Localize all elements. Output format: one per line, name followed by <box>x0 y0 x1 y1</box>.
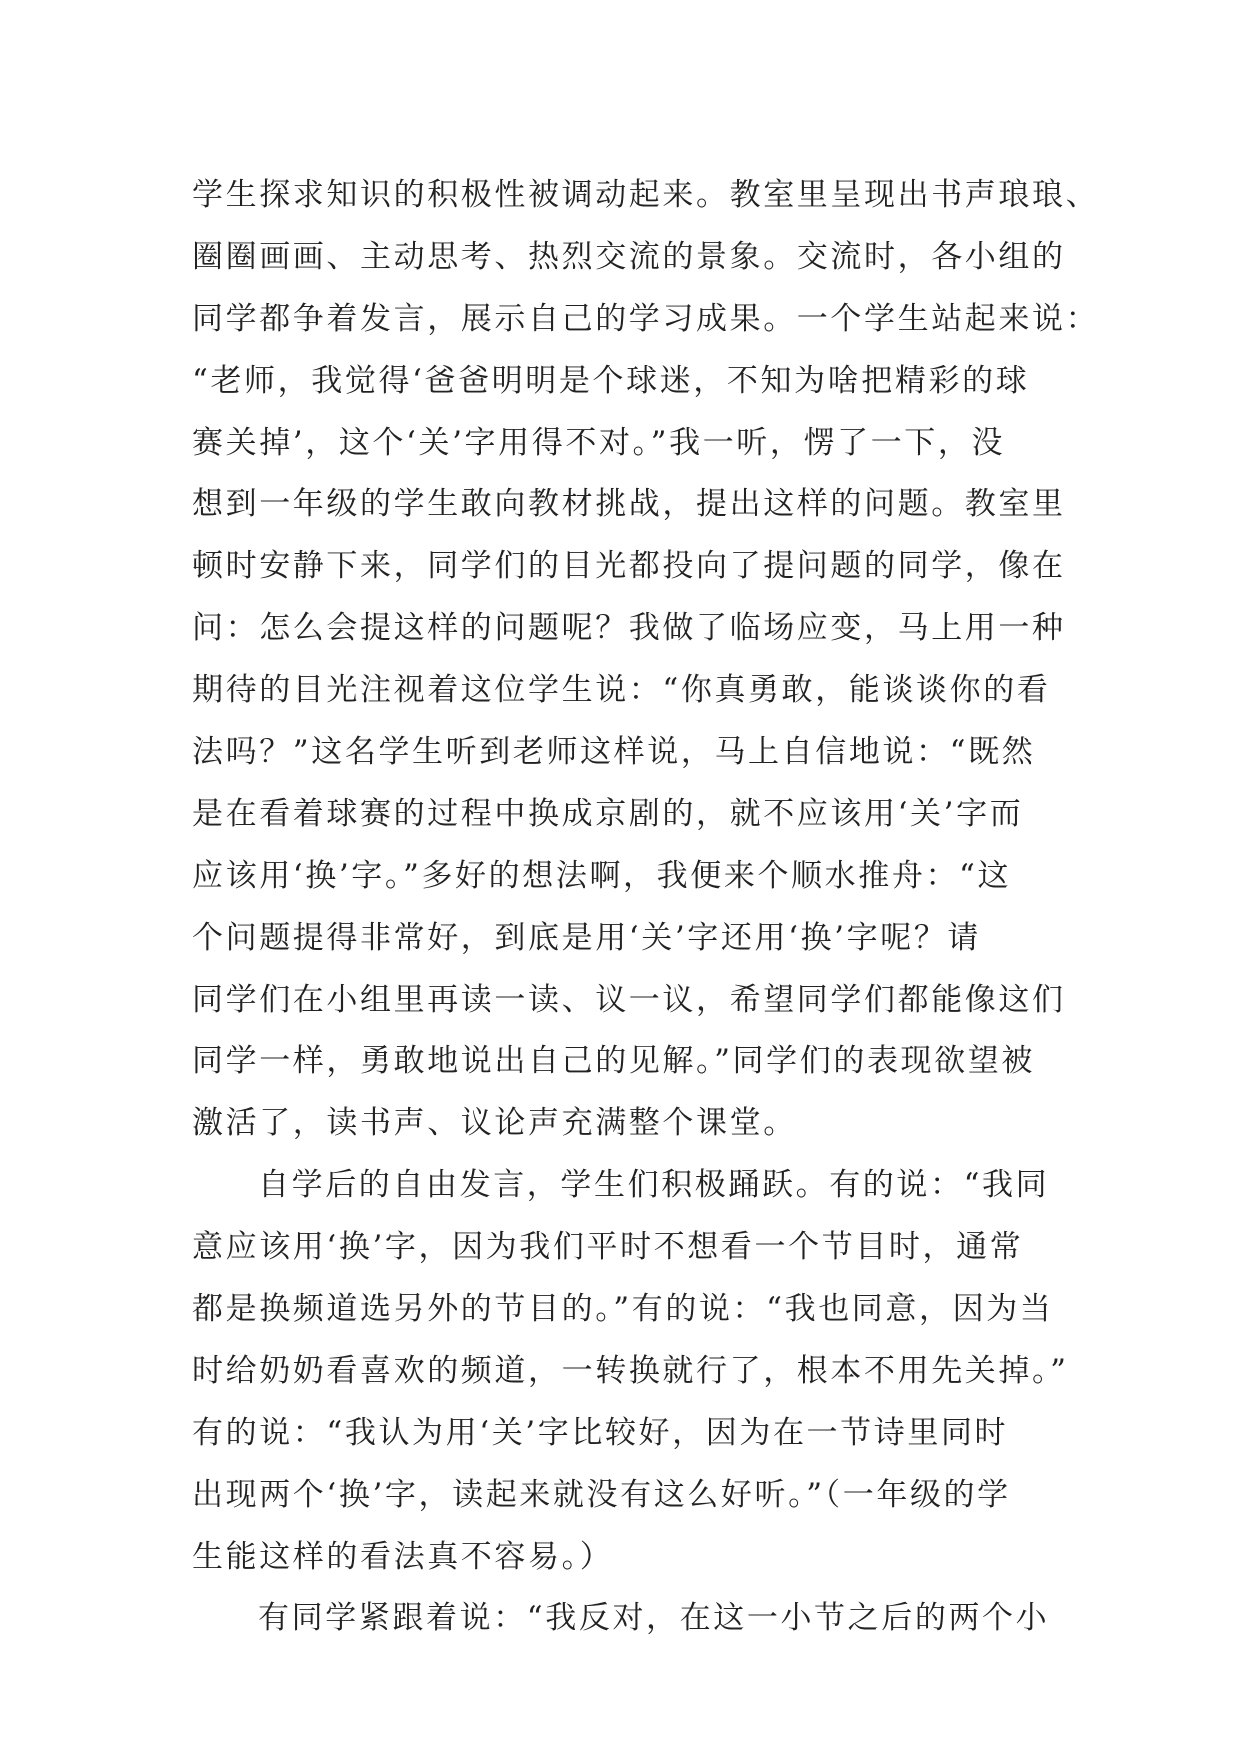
text-line: 个问题提得非常好，到底是用‘关’字还用‘换’字呢？请 <box>192 919 982 956</box>
text-line: 时给奶奶看喜欢的频道，一转换就行了，根本不用先关掉。” <box>192 1352 1069 1389</box>
body-text <box>192 165 1100 1650</box>
text-line: 都是换频道选另外的节目的。”有的说：“我也同意，因为当 <box>192 1291 1054 1328</box>
text-line: 同学们在小组里再读一读、议一议，希望同学们都能像这们 <box>192 981 1066 1018</box>
text-line: 生能这样的看法真不容易。） <box>192 1538 614 1575</box>
text-line: 有的说：“我认为用‘关’字比较好，因为在一节诗里同时 <box>192 1414 1009 1451</box>
text-line: “老师，我觉得‘爸爸明明是个球迷，不知为啥把精彩的球 <box>192 362 1030 399</box>
text-line: 学生探求知识的积极性被调动起来。教室里呈现出书声琅琅、 <box>192 177 1100 213</box>
paragraph-first-line: 有同学紧跟着说：“我反对，在这一小节之后的两个小 <box>258 1600 1050 1637</box>
text-line: 应该用‘换’字。”多好的想法啊，我便来个顺水推舟：“这 <box>192 857 1012 894</box>
text-line: 法吗？”这名学生听到老师这样说，马上自信地说：“既然 <box>192 734 1036 771</box>
text-line: 意应该用‘换’字，因为我们平时不想看一个节目时，通常 <box>192 1229 1024 1266</box>
text-line: 期待的目光注视着这位学生说：“你真勇敢，能谈谈你的看 <box>192 672 1051 709</box>
text-line: 是在看着球赛的过程中换成京剧的，就不应该用‘关’字而 <box>192 795 1024 832</box>
text-line: 激活了，读书声、议论声充满整个课堂。 <box>192 1105 797 1142</box>
paragraph-first-line: 自学后的自由发言，学生们积极踊跃。有的说：“我同 <box>258 1167 1050 1204</box>
text-line: 圈圈画画、主动思考、热烈交流的景象。交流时，各小组的 <box>192 238 1066 275</box>
text-line: 同学都争着发言，展示自己的学习成果。一个学生站起来说： <box>192 300 1100 337</box>
text-line: 想到一年级的学生敢向教材挑战，提出这样的问题。教室里 <box>192 486 1066 523</box>
text-line: 赛关掉’，这个‘关’字用得不对。”我一听，愣了一下，没 <box>192 424 1006 461</box>
text-line: 出现两个‘换’字，读起来就没有这么好听。”（一年级的学 <box>192 1476 1011 1513</box>
text-line: 同学一样，勇敢地说出自己的见解。”同学们的表现欲望被 <box>192 1043 1035 1080</box>
text-line: 顿时安静下来，同学们的目光都投向了提问题的同学，像在 <box>192 548 1066 585</box>
text-line: 问：怎么会提这样的问题呢？我做了临场应变，马上用一种 <box>192 610 1066 647</box>
